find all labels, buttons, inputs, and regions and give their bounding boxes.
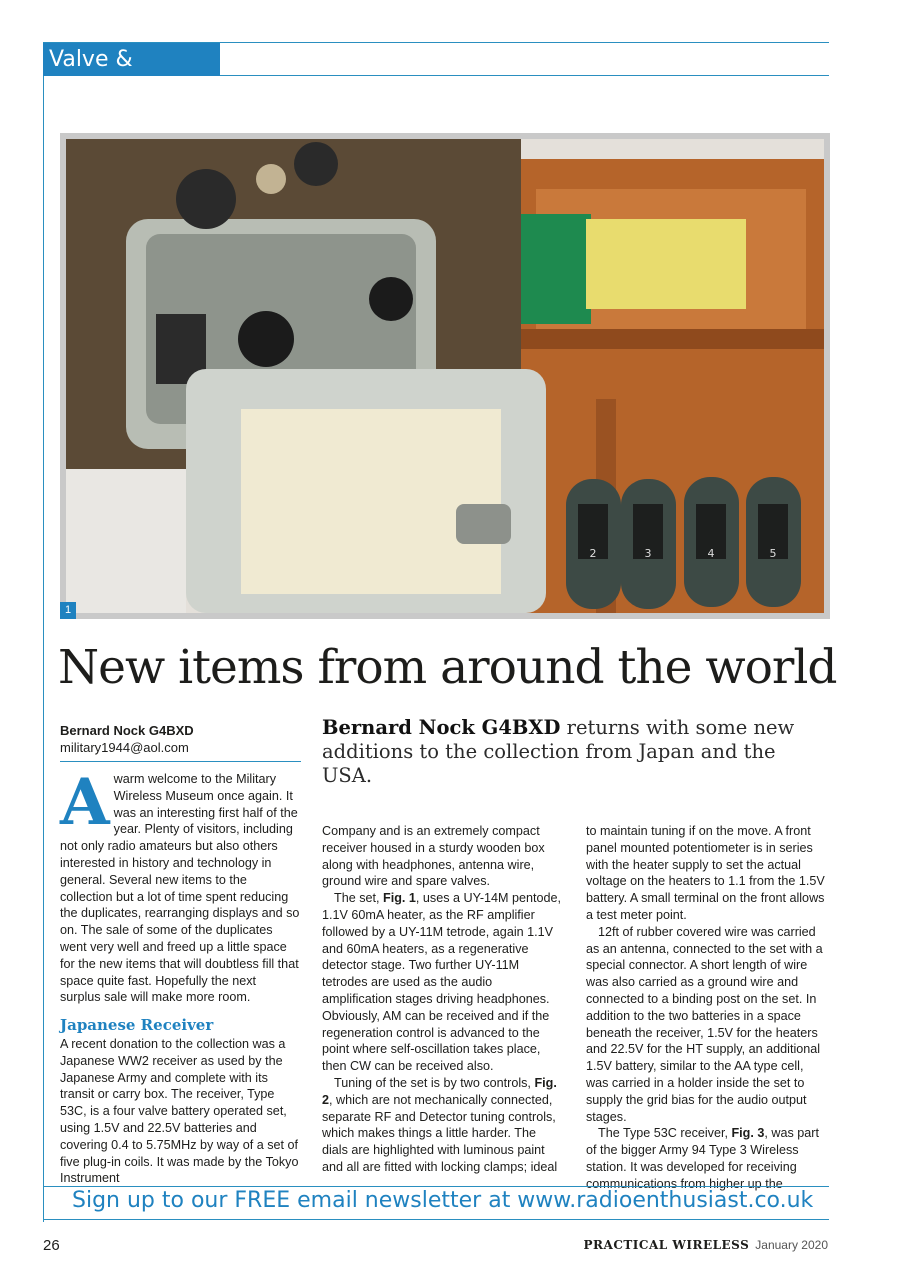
figure-number: 1 [60, 602, 76, 619]
figure-ref: Fig. 3 [731, 1126, 765, 1141]
subhead-japanese-receiver: Japanese Receiver [60, 1016, 214, 1035]
paragraph [322, 1075, 562, 1176]
figure-ref: Fig. 2 [322, 1075, 557, 1107]
intro-text: warm welcome to the Military Wireless Museum once again. It was an interesting first half of the year. Plenty of visitors, including not only radio amateurs but also others interested in history and technology in general. Several new items to the collection but a lot of time spent reducing the duplicates, rearranging displays and so on. The sale of some of the duplicates went very well and freed up a little space for the new items that will doubtless fill that space quite fast. Hopefully the next surplus sale will make more room. [60, 772, 300, 1005]
figure-ref: Fig. 1 [383, 891, 416, 906]
byline-rule [60, 761, 301, 762]
coil-label: 2 [589, 547, 597, 560]
paragraph: Company and is an extremely compact receiver housed in a sturdy wooden box along with headphones, antenna wire, ground wire and spare valves. [322, 824, 545, 889]
receiver-illustration [66, 139, 824, 613]
magazine-footer [584, 1238, 828, 1252]
text: , was part of the bigger Army 94 Type 3 Wireless station. It was developed for receiving communications from higher up the [586, 1126, 819, 1191]
standfirst-text: returns with some new additions to the collection from Japan and the USA. [322, 716, 795, 787]
paragraph: A recent donation to the collection was a Japanese WW2 receiver as used by the Japanese Army and complete with its transit or carry box. The receiver, Type 53C, is a four valve battery operated set, using 1.5V and 22.5V batteries and covering 0.4 to 5.75MHz by way of a set of five plug-in coils. It was made by the Tokyo Instrument [60, 1036, 299, 1186]
coil-label: 4 [707, 547, 715, 560]
text: The set, [334, 891, 383, 906]
paragraph: 12ft of rubber covered wire was carried as an antenna, connected to the set with a special connector. A short length of wire was also carried as a ground wire and connected to a binding post on the set. In addition to the two batteries in a space beneath the receiver, 1.5V for the heaters and 22.5V for the HT supply, an additional 1.5V battery, similar to the AA type cell, was carried in a holder inside the set to supply the grid bias for the audio output stages. [586, 924, 823, 1124]
left-margin-rule [43, 42, 44, 1222]
magazine-title: PRACTICAL WIRELESS [583, 1238, 750, 1252]
article-column-1 [60, 765, 300, 1187]
text: Tuning of the set is by two controls, [334, 1075, 535, 1090]
header-rule-lower [220, 75, 829, 76]
paragraph [322, 890, 562, 1075]
article-column-3 [586, 823, 826, 1193]
headline: New items from around the world [58, 640, 837, 695]
receiver-photo [60, 133, 830, 619]
section-tab: Valve & Vintage [43, 43, 220, 76]
byline-email[interactable]: military1944@aol.com [60, 740, 189, 755]
standfirst [322, 716, 812, 788]
coil-label: 3 [644, 547, 652, 560]
text: The Type 53C receiver, [598, 1126, 732, 1141]
page-number: 26 [43, 1237, 60, 1254]
standfirst-author: Bernard Nock G4BXD [322, 716, 561, 739]
intro-paragraph [60, 765, 300, 1006]
drop-cap: A [60, 765, 110, 840]
paragraph [586, 1125, 826, 1192]
paragraph: to maintain tuning if on the move. A front panel mounted potentiometer is in series with the heater supply to set the actual voltage on the heaters to 1.1 from the 1.5V battery. A small terminal on the front allows a test meter point. [586, 824, 825, 922]
article-column-2 [322, 823, 562, 1176]
coil-label: 5 [769, 547, 777, 560]
text: , uses a UY-14M pentode, 1.1V 60mA heater, as the RF amplifier followed by a UY-11M tetrode, again 1.1V and 60mA heaters, as a regenerative detector stage. Two further UY-11M tetrodes are used as the audio amplification stages driving headphones. Obviously, AM can be received and if the regeneration control is advanced to the point where self-oscillation takes place, then CW can be received also. [322, 891, 562, 1074]
newsletter-link[interactable]: Sign up to our FREE email newsletter at www.radioenthusiast.co.uk [72, 1188, 814, 1213]
text: , which are not mechanically connected, separate RF and Detector tuning controls, which makes things a little harder. The dials are highlighted with luminous paint and all are fitted with locking clamps; ideal [322, 1092, 558, 1174]
byline-name: Bernard Nock G4BXD [60, 723, 194, 738]
issue-date: January 2020 [755, 1238, 828, 1252]
